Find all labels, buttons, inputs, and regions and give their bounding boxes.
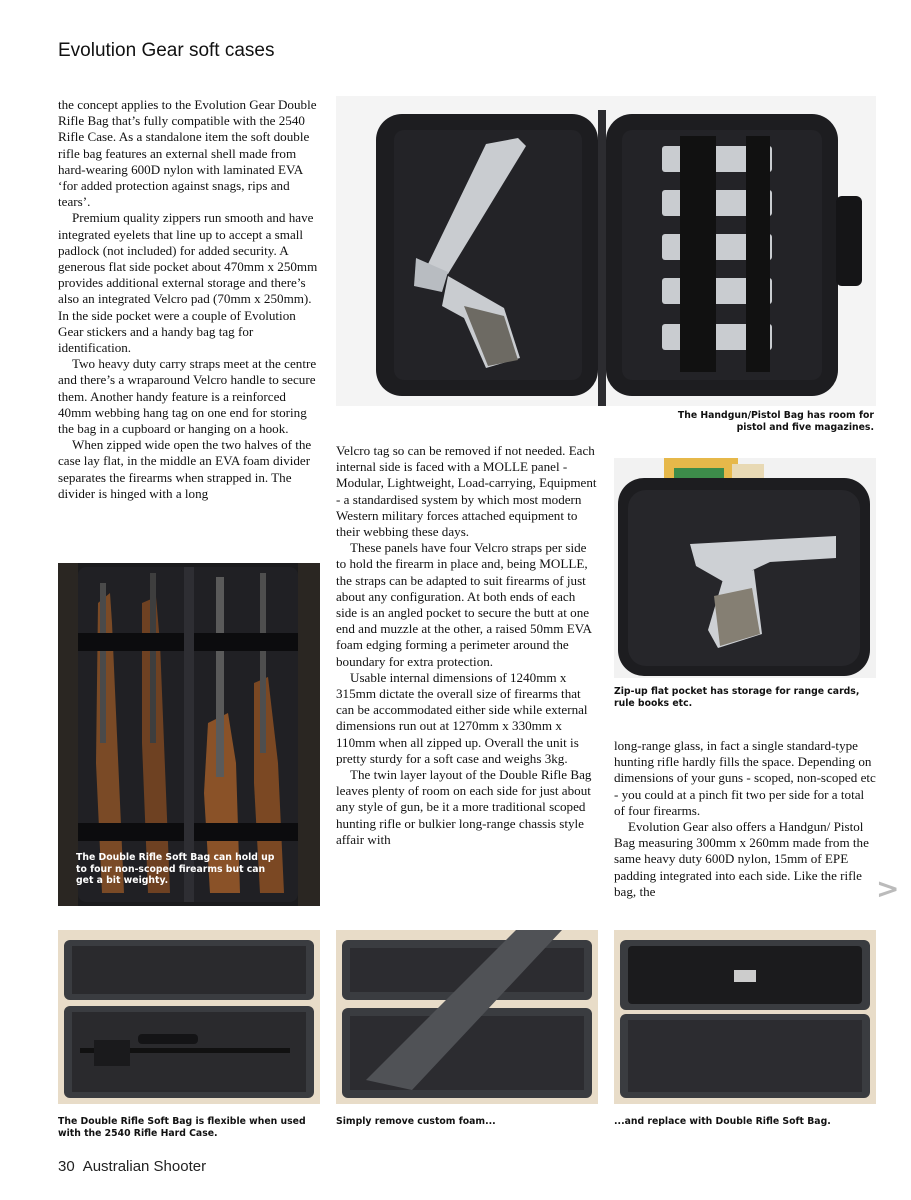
text-column-left xyxy=(58,97,320,502)
paragraph: When zipped wide open the two halves of the case lay flat, in the middle an EVA foam divider separates the firearms when strapped in. The divider is hinged with a long xyxy=(58,437,312,501)
paragraph: long-range glass, in fact a single standard-type hunting rifle hardly fills the space. Depending on dimensions of your guns - scoped, non-scoped etc - you could at a pinch fit two per side for a total of four firearms. xyxy=(614,738,876,818)
page-number: 30 xyxy=(58,1158,75,1175)
photo-pistol-bag xyxy=(336,96,876,406)
caption-hard-case: The Double Rifle Soft Bag is flexible when used with the 2540 Rifle Hard Case. xyxy=(58,1116,306,1139)
page-title: Evolution Gear soft cases xyxy=(58,40,275,61)
continue-arrow-icon: > xyxy=(876,872,900,905)
paragraph: Two heavy duty carry straps meet at the centre and there’s a wraparound Velcro handle to secure them. Another handy feature is a reinforced 40mm webbing hang tag on one end for storing the bag in a cupboard or hanging on a hook. xyxy=(58,356,317,437)
text-column-right xyxy=(614,738,876,900)
caption-pistol-bag: The Handgun/Pistol Bag has room for pistol and five magazines. xyxy=(677,410,874,433)
caption-remove-foam: Simply remove custom foam... xyxy=(336,1116,496,1127)
caption-rifle-soft-bag: The Double Rifle Soft Bag can hold up to four non-scoped firearms but can get a bit weighty. xyxy=(76,852,275,886)
paragraph: Velcro tag so can be removed if not needed. Each internal side is faced with a MOLLE panel - Modular, Lightweight, Load-carrying, Equipment - a standardised system by which most modern Western military forces attached equipment to their webbing these days. xyxy=(336,443,597,540)
paragraph: Premium quality zippers run smooth and have integrated eyelets that line up to accept a small padlock (not included) for added security. A generous flat side pocket about 470mm x 250mm provides additional external storage and there’s also an integrated Velcro pad (70mm x 250mm). In the side pocket were a couple of Evolution Gear stickers and a handy bag tag for identification. xyxy=(58,210,318,356)
photo-flat-pocket xyxy=(614,458,876,678)
paragraph: the concept applies to the Evolution Gear Double Rifle Bag that’s fully compatible with the 2540 Rifle Case. As a standalone item the soft double rifle bag features an external shell made from hard-wearing 600D nylon with laminated EVA ‘for added protection against snags, rips and tears’. xyxy=(58,97,317,210)
caption-flat-pocket: Zip-up flat pocket has storage for range cards, rule books etc. xyxy=(614,686,860,709)
photo-replace-bag xyxy=(614,930,876,1104)
caption-replace-bag: ...and replace with Double Rifle Soft Bag. xyxy=(614,1116,831,1127)
text-column-middle xyxy=(336,443,598,848)
photo-remove-foam xyxy=(336,930,598,1104)
paragraph: Usable internal dimensions of 1240mm x 315mm dictate the overall size of firearms that can be accommodated either side while external dimensions run out at 1270mm x 330mm x 110mm when all zipped up. Overall the unit is pretty sturdy for a soft case and weighs 3kg. xyxy=(336,669,588,766)
magazine-name: Australian Shooter xyxy=(82,1158,207,1175)
footer xyxy=(58,1158,214,1175)
paragraph: These panels have four Velcro straps per side to hold the firearm in place and, being MOLLE, the straps can be adapted to suit firearms of just about any configuration. At both ends of each side is an angled pocket to secure the butt at one end and muzzle at the other, a raised 50mm EVA foam edging forming a perimeter around the boundary for extra protection. xyxy=(336,540,592,669)
paragraph: The twin layer layout of the Double Rifle Bag leaves plenty of room on each side for just about any style of gun, be it a more traditional scoped hunting rifle or bulkier long-range chassis style affair with xyxy=(336,767,592,847)
paragraph: Evolution Gear also offers a Handgun/ Pistol Bag measuring 300mm x 260mm made from the same heavy duty 600D nylon, 15mm of EPE padding integrated into each side. Like the rifle bag, the xyxy=(614,819,869,899)
photo-hard-case xyxy=(58,930,320,1104)
